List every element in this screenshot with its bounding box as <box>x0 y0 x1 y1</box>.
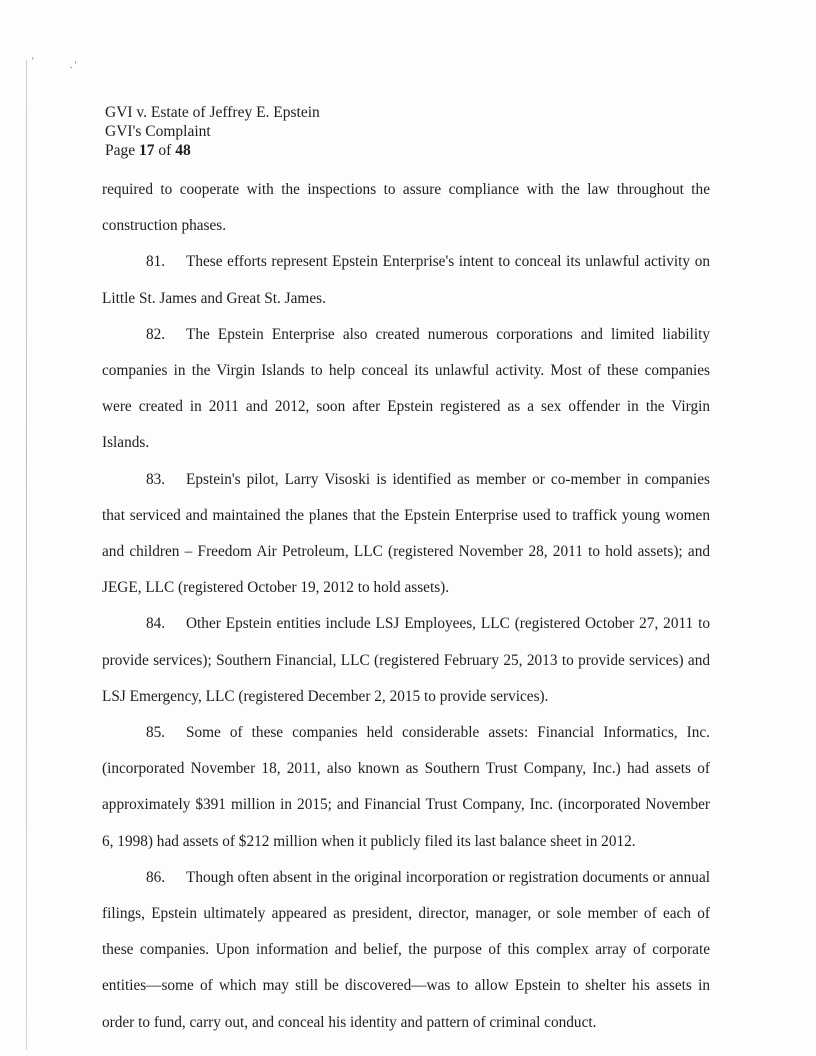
paragraph-text: Some of these companies held considerable assets: Financial Informatics, Inc. (incorporated November 18, 2011, also known as Southern Trust Company, Inc.) had assets of approximately $391 million in 2015; and Financial Trust Company, Inc. (incorporated November 6, 1998) had assets of $212 million when it publicly filed its last balance sheet in 2012. <box>102 724 710 850</box>
page-number <box>105 141 320 160</box>
paragraph-83 <box>102 462 710 607</box>
page-total: 48 <box>175 142 191 159</box>
paragraph-text: required to cooperate with the inspections to assure compliance with the law throughout the construction phases. <box>102 181 710 235</box>
paragraph-82 <box>102 317 710 462</box>
paragraph-number: 86. <box>146 868 166 886</box>
scan-speck: ' <box>32 56 34 66</box>
scan-speck: . ' <box>70 60 77 70</box>
paragraph-85 <box>102 715 710 860</box>
paragraph-continuation <box>102 172 710 244</box>
scan-margin-line <box>26 60 27 1050</box>
paragraph-number: 81. <box>146 253 166 271</box>
paragraph-number: 84. <box>146 615 166 633</box>
paragraph-number: 85. <box>146 724 166 742</box>
paragraph-81 <box>102 244 710 316</box>
paragraph-text: Other Epstein entities include LSJ Employees, LLC (registered October 27, 2011 to provide services); Southern Financial, LLC (registered February 25, 2013 to provide services) and LSJ Emergency, LLC (registered December 2, 2015 to provide services). <box>102 615 710 705</box>
page-current: 17 <box>139 142 155 159</box>
case-caption: GVI v. Estate of Jeffrey E. Epstein <box>105 104 320 121</box>
paragraph-text: The Epstein Enterprise also created numerous corporations and limited liability companies in the Virgin Islands to help conceal its unlawful activity. Most of these companies were created in 2011 and 2012, soon after Epstein registered as a sex offender in the Virgin Islands. <box>102 325 710 452</box>
document-title: GVI's Complaint <box>105 123 211 140</box>
paragraph-text: These efforts represent Epstein Enterprise's intent to conceal its unlawful activity on Little St. James and Great St. James. <box>102 253 710 307</box>
page-prefix: Page <box>105 142 140 159</box>
page-header <box>105 103 320 160</box>
page-of: of <box>154 142 176 159</box>
paragraph-number: 83. <box>146 470 166 488</box>
paragraph-text: Though often absent in the original incorporation or registration documents or annual filings, Epstein ultimately appeared as president, director, manager, or sole member of each of these companies. Upon information and belief, the purpose of this complex array of corporate entities—some of which may still be discovered—was to allow Epstein to shelter his assets in order to fund, carry out, and conceal his identity and pattern of criminal conduct. <box>102 868 710 1031</box>
paragraph-number: 82. <box>146 325 166 343</box>
complaint-body <box>102 172 710 1041</box>
paragraph-84 <box>102 606 710 715</box>
paragraph-86 <box>102 860 710 1041</box>
paragraph-text: Epstein's pilot, Larry Visoski is identified as member or co-member in companies that serviced and maintained the planes that the Epstein Enterprise used to traffick young women and children – Freedom Air Petroleum, LLC (registered November 28, 2011 to hold assets); and JEGE, LLC (registered October 19, 2012 to hold assets). <box>102 470 710 597</box>
